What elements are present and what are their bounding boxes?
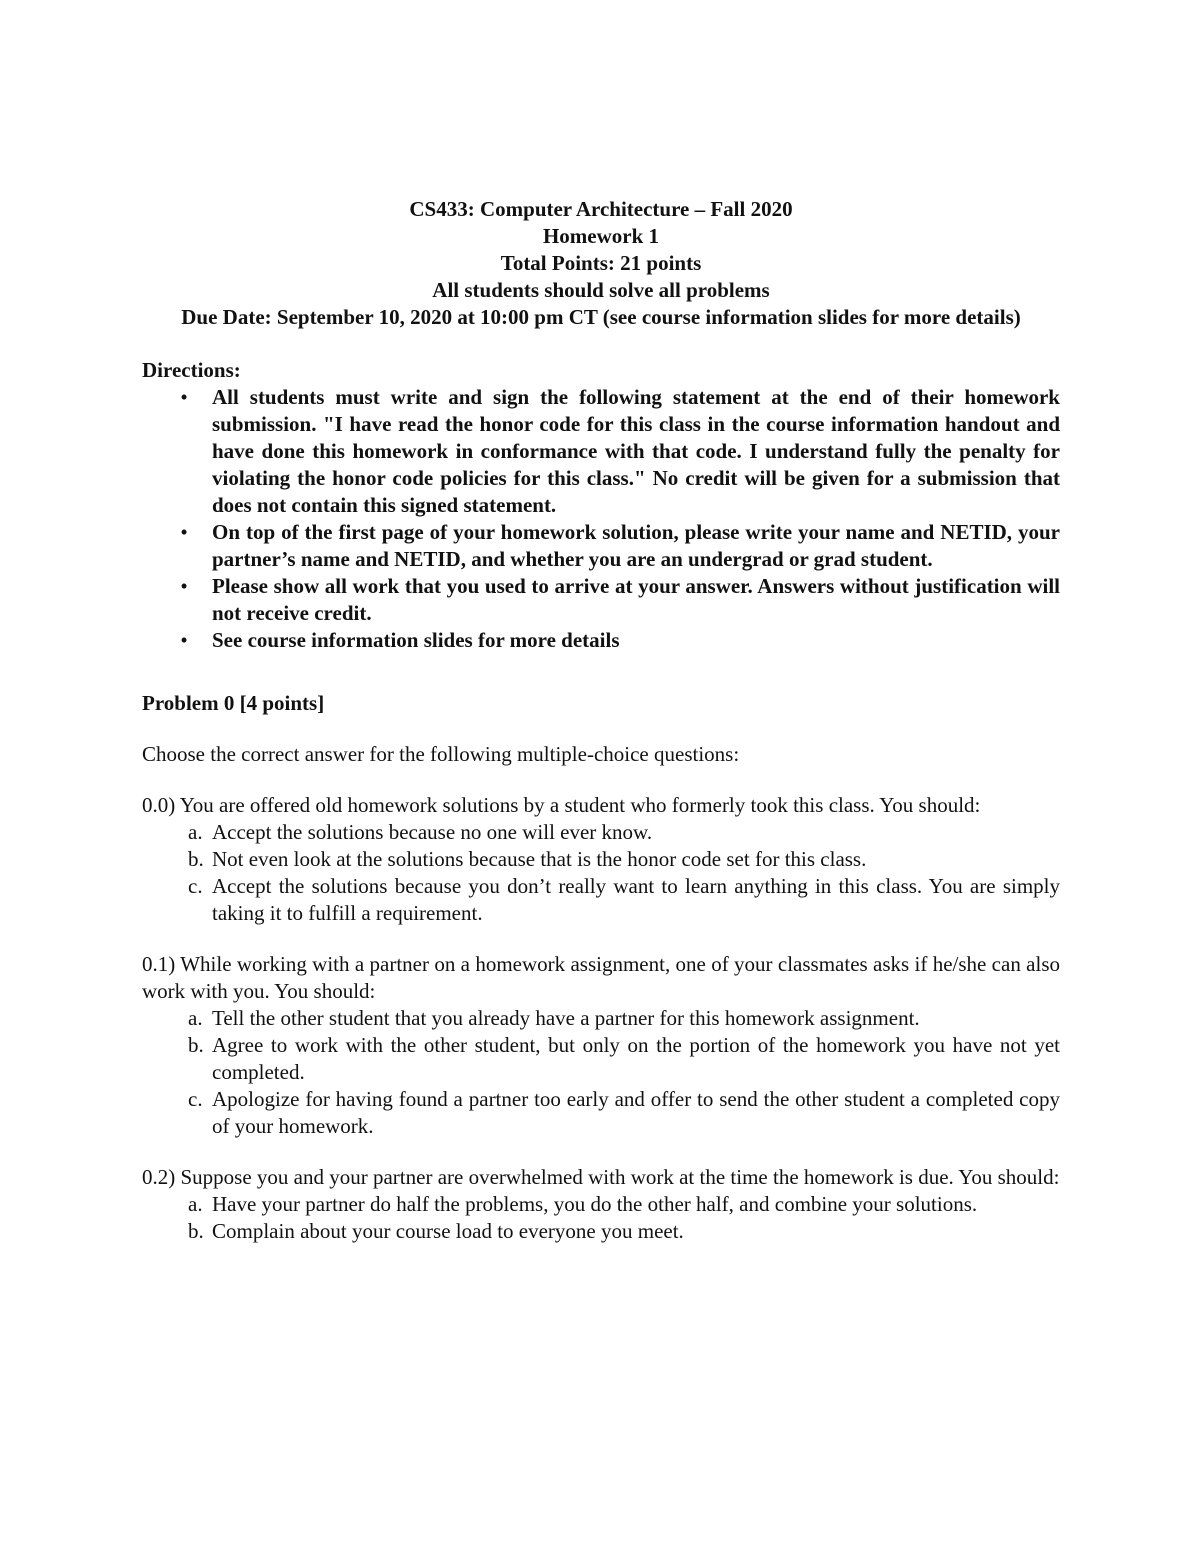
directions-list <box>142 384 1060 654</box>
option-item <box>142 873 1060 927</box>
option-text: Agree to work with the other student, but only on the portion of the homework you have not yet completed. <box>212 1033 1060 1084</box>
bullet-icon: • <box>180 385 188 409</box>
option-item <box>142 1086 1060 1140</box>
option-letter: b. <box>188 1033 204 1057</box>
option-letter: b. <box>188 1219 204 1243</box>
option-letter: c. <box>188 1087 203 1111</box>
directions-item-text: Please show all work that you used to arrive at your answer. Answers without justification will not receive credit. <box>212 574 1060 625</box>
question-text: 0.0) You are offered old homework solutions by a student who formerly took this class. You should: <box>142 793 981 817</box>
option-item <box>142 1032 1060 1086</box>
question-text: 0.1) While working with a partner on a homework assignment, one of your classmates asks if he/she can also work with you. You should: <box>142 952 1060 1003</box>
option-letter: a. <box>188 820 203 844</box>
directions-item <box>142 627 1060 654</box>
bullet-icon: • <box>180 574 188 598</box>
directions-item-text: All students must write and sign the following statement at the end of their homework submission. "I have read the honor code for this class in the course information handout and have done this homework in conformance with that code. I understand fully the penalty for violating the honor code policies for this class." No credit will be given for a submission that does not contain this signed statement. <box>212 385 1060 517</box>
directions-item <box>142 573 1060 627</box>
directions-item-text: See course information slides for more details <box>212 628 620 652</box>
option-item <box>142 819 1060 846</box>
option-item <box>142 1218 1060 1245</box>
option-text: Tell the other student that you already have a partner for this homework assignment. <box>212 1006 920 1030</box>
option-text: Accept the solutions because you don’t really want to learn anything in this class. You are simply taking it to fulfill a requirement. <box>212 874 1060 925</box>
directions-item <box>142 519 1060 573</box>
option-text: Complain about your course load to everyone you meet. <box>212 1219 684 1243</box>
option-text: Accept the solutions because no one will ever know. <box>212 820 653 844</box>
homework-title: Homework 1 <box>542 224 660 248</box>
problem-intro: Choose the correct answer for the following multiple-choice questions: <box>142 742 740 766</box>
question-text: 0.2) Suppose you and your partner are overwhelmed with work at the time the homework is due. You should: <box>142 1165 1060 1189</box>
bullet-icon: • <box>180 520 188 544</box>
option-text: Not even look at the solutions because that is the honor code set for this class. <box>212 847 867 871</box>
option-list <box>142 819 1060 927</box>
option-text: Apologize for having found a partner too early and offer to send the other student a completed copy of your homework. <box>212 1087 1060 1138</box>
option-list <box>142 1005 1060 1140</box>
question-block <box>142 1164 1060 1245</box>
course-title: CS433: Computer Architecture – Fall 2020 <box>409 197 793 221</box>
option-letter: b. <box>188 847 204 871</box>
total-points: Total Points: 21 points <box>500 251 702 275</box>
option-text: Have your partner do half the problems, you do the other half, and combine your solutions. <box>212 1192 978 1216</box>
option-list <box>142 1191 1060 1245</box>
due-date: Due Date: September 10, 2020 at 10:00 pm CT (see course information slides for more details) <box>181 305 1021 329</box>
document-page <box>142 196 1060 1245</box>
bullet-icon: • <box>180 628 188 652</box>
option-letter: a. <box>188 1192 203 1216</box>
option-item <box>142 1191 1060 1218</box>
solve-all-note: All students should solve all problems <box>432 278 770 302</box>
directions-item <box>142 384 1060 519</box>
option-letter: a. <box>188 1006 203 1030</box>
option-letter: c. <box>188 874 203 898</box>
directions-heading: Directions: <box>142 358 241 382</box>
document-header <box>142 196 1060 331</box>
question-block <box>142 792 1060 927</box>
directions-item-text: On top of the first page of your homework solution, please write your name and NETID, your partner’s name and NETID, and whether you are an undergrad or grad student. <box>212 520 1060 571</box>
problem-heading: Problem 0 [4 points] <box>142 691 325 715</box>
question-block <box>142 951 1060 1140</box>
option-item <box>142 846 1060 873</box>
option-item <box>142 1005 1060 1032</box>
